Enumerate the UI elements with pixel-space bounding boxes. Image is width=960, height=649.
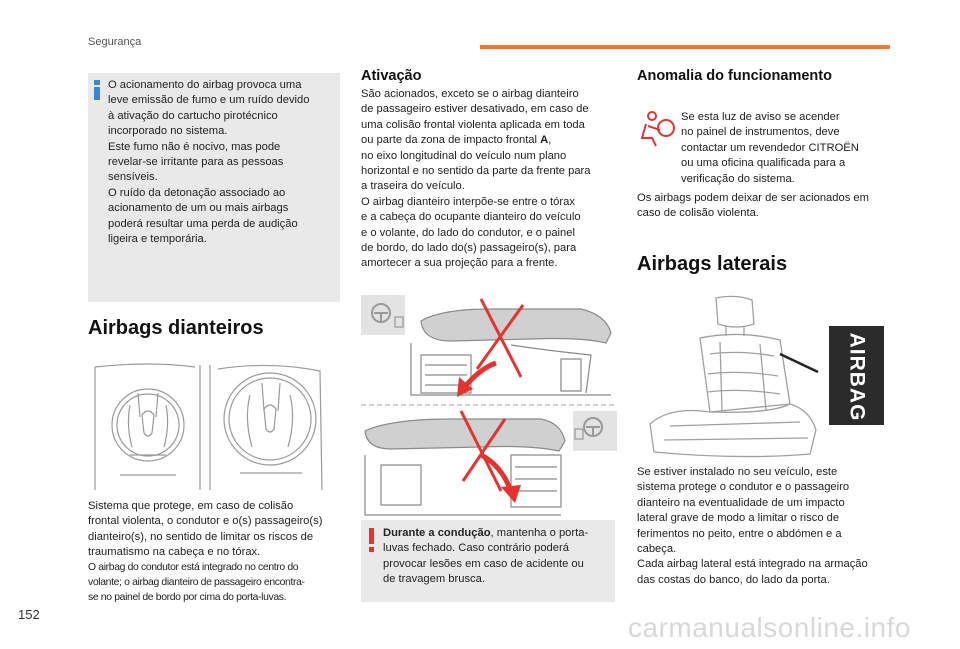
front-airbags-description: Sistema que protege, em caso de colisão frontal violenta, o condutor e o(s) passageiro(s) dianteiro(s), no sentido de limitar os riscos de traumatismo na cabeça e no tórax. <box>88 500 323 559</box>
driving-warning-bold: Durante a condução <box>383 527 491 539</box>
side-airbags-text: Se estiver instalado no seu veículo, este sistema protege o condutor e o passageiro dianteiro na eventualidade de um impacto lateral grave de modo a limitar o risco de ferimentos no peito, entre o abdómen e a cabeça. Cada airbag lateral está integrado na armação das costas do banco, do lado da porta. <box>637 466 868 586</box>
activation-text-after: , no eixo longitudinal do veículo num plano horizontal e no sentido da parte da frente para a traseira do veículo. O airbag dianteiro interpõe-se entre o tórax e a cabeça do ocupante dianteiro do veículo e o volante, do lado do condutor, e o painel de bordo, do lado do(s) passageiro(s), para amortecer a sua projeção para a frente. <box>361 134 591 270</box>
activation-text <box>361 87 619 272</box>
malfunction-title: Anomalia do funcionamento <box>637 68 832 84</box>
malfunction-note: Os airbags podem deixar de ser acionados em caso de colisão violenta. <box>637 192 869 220</box>
warning-icon <box>368 528 375 552</box>
info-icon <box>94 80 100 100</box>
front-airbags-illustration <box>90 355 340 495</box>
info-note-text: O acionamento do airbag provoca uma leve emissão de fumo e um ruído devido à ativação do cartucho pirotécnico incorporado no sistema. Este fumo não é nocivo, mas pode revelar-se irritante para as pessoas sensíveis. O ruído da detonação associado ao acionamento de um ou mais airbags poderá resultar uma perda de audição ligeira e temporária. <box>108 79 310 246</box>
impact-zone-illustration <box>361 295 617 517</box>
side-airbags-title-text: Airbags laterais <box>637 253 788 275</box>
malfunction-light-text: Se esta luz de aviso se acender no painel de instrumentos, deve contactar um revendedor CITROËN ou uma oficina qualificada para a verificação do sistema. <box>681 111 859 185</box>
airbag-warning-light-icon <box>638 110 676 148</box>
header-accent-bar <box>480 45 890 49</box>
section-header: Segurança <box>88 36 142 48</box>
impact-zone-label: A <box>540 134 549 147</box>
driving-warning-body: , mantenha o porta- luvas fechado. Caso contrário poderá provocar lesões em caso de acidente ou de travagem brusca. <box>383 527 589 586</box>
airbag-label-badge <box>829 326 884 425</box>
activation-title: Ativação <box>361 68 422 84</box>
front-airbags-title: Airbags dianteiros <box>88 317 264 339</box>
airbag-label-text: AIRBAG <box>845 332 869 422</box>
page-number: 152 <box>18 607 40 622</box>
front-airbags-location: O airbag do condutor está integrado no centro do volante; o airbag dianteiro de passageiro encontra- se no painel de bordo por cima do porta-luvas. <box>88 562 305 603</box>
driving-warning-text <box>383 526 609 588</box>
activation-text-before: São acionados, exceto se o airbag dianteiro de passageiro estiver desativado, em caso de uma colisão frontal violenta aplicada em toda ou parte da zona de impacto frontal <box>361 88 589 147</box>
watermark: carmanualsonline.info <box>628 612 911 643</box>
